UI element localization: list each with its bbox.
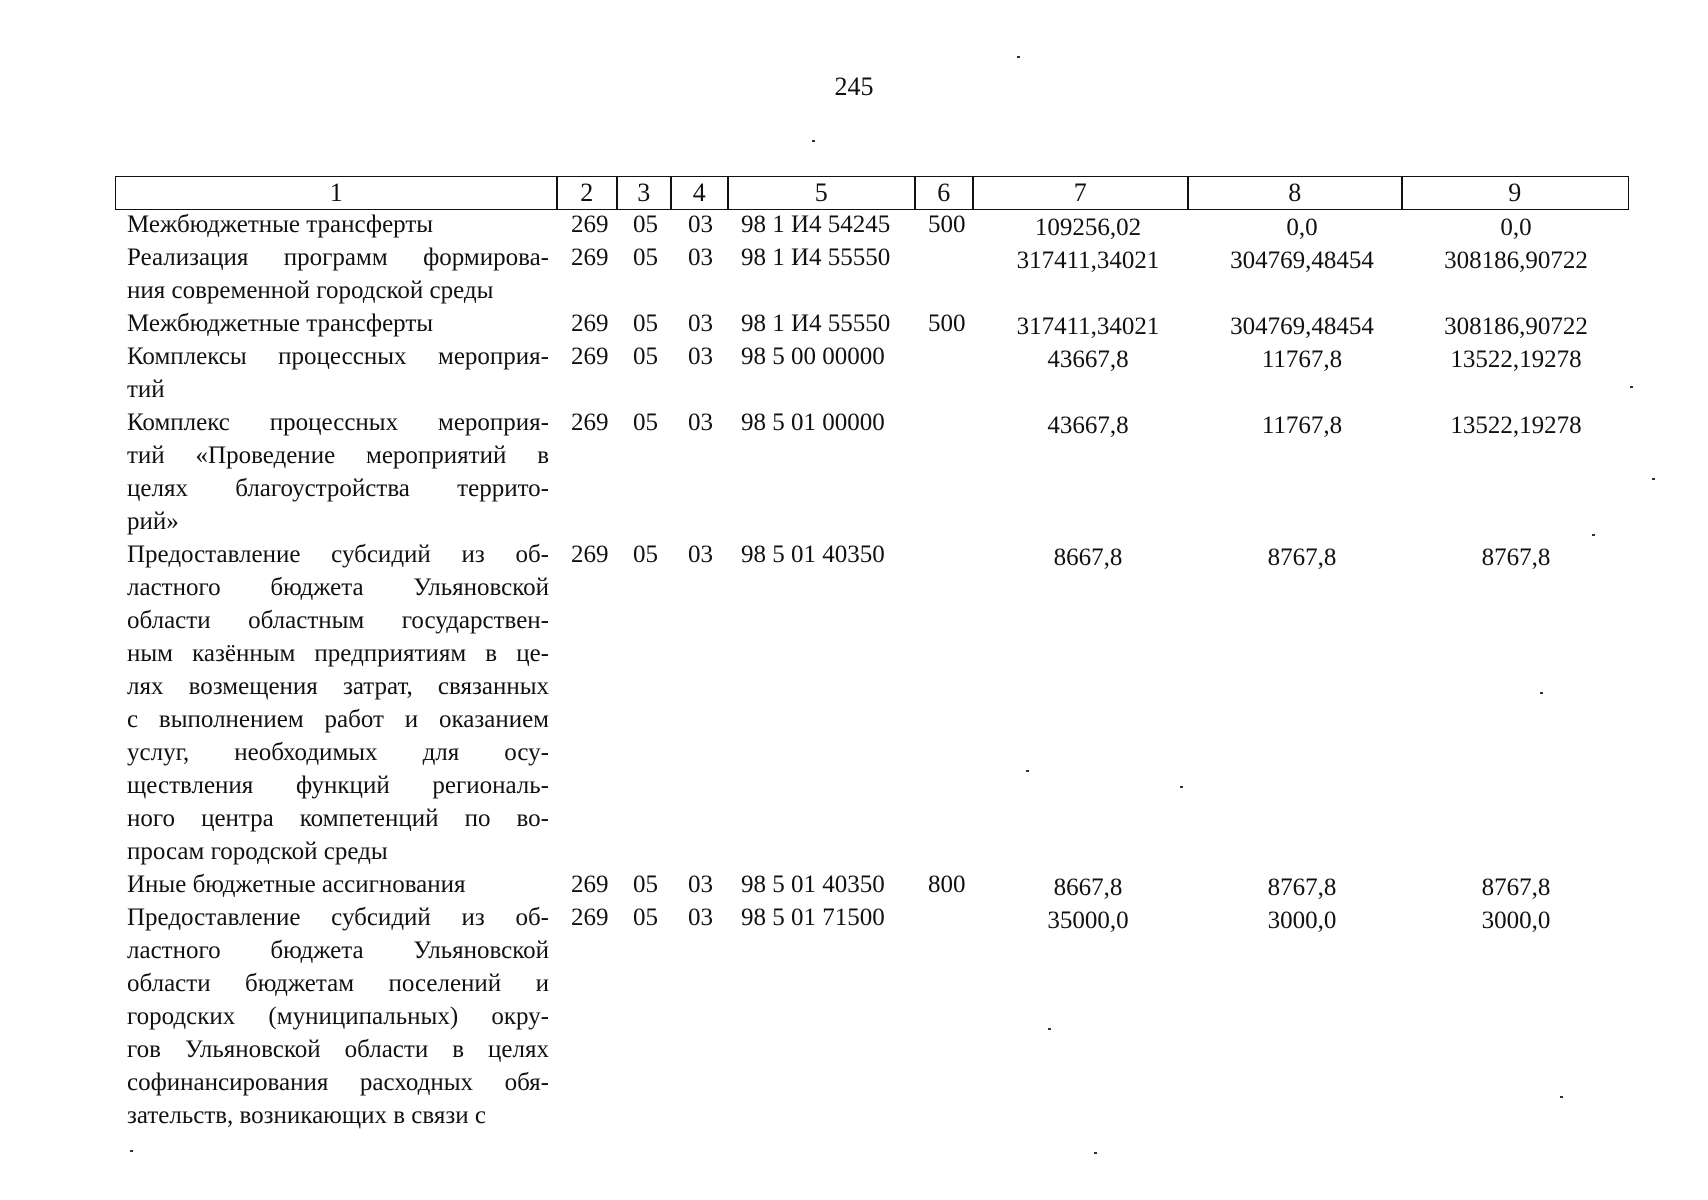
header-cell-6: 6	[914, 176, 974, 210]
cell-col-5: 98 1 И4 55550	[741, 244, 891, 271]
header-cell-9: 9	[1401, 176, 1629, 210]
scan-speck	[1180, 786, 1183, 788]
cell-col-8: 8767,8	[1267, 544, 1337, 571]
row-name-line: ластного бюджета Ульяновской	[127, 574, 549, 601]
row-name-line: зательств, возникающих в связи с	[127, 1102, 486, 1129]
row-name-line: с выполнением работ и оказанием	[127, 706, 549, 733]
row-name-line: услуг, необходимых для осу-	[127, 739, 549, 766]
cell-col-7: 8667,8	[1053, 544, 1123, 571]
cell-col-7: 317411,34021	[1016, 247, 1160, 274]
cell-col-5: 98 1 И4 55550	[741, 310, 891, 337]
row-name-line: Реализация программ формирова-	[127, 244, 549, 271]
cell-col-4: 03	[688, 211, 713, 238]
scan-speck	[1560, 1096, 1563, 1098]
page-number: 245	[834, 72, 874, 101]
cell-col-3: 05	[633, 244, 658, 271]
row-name-line: Комплекс процессных мероприя-	[127, 409, 549, 436]
scan-speck	[1630, 386, 1633, 388]
cell-col-9: 308186,90722	[1444, 313, 1588, 340]
row-name	[127, 241, 549, 307]
cell-col-8: 304769,48454	[1230, 247, 1374, 274]
cell-col-5: 98 5 00 00000	[741, 343, 885, 370]
cell-col-8: 11767,8	[1261, 412, 1343, 439]
row-name-line: ществления функций региональ-	[127, 772, 549, 799]
cell-col-2: 269	[571, 541, 609, 568]
cell-col-6: 500	[928, 310, 966, 337]
cell-col-4: 03	[688, 409, 713, 436]
cell-col-7: 35000,0	[1047, 907, 1129, 934]
cell-col-8: 3000,0	[1267, 907, 1337, 934]
row-name-line: Предоставление субсидий из об-	[127, 904, 549, 931]
cell-col-3: 05	[633, 541, 658, 568]
cell-col-9: 8767,8	[1481, 874, 1551, 901]
cell-col-9: 308186,90722	[1444, 247, 1588, 274]
row-name-line: целях благоустройства террито-	[127, 475, 549, 502]
cell-col-4: 03	[688, 541, 713, 568]
row-name-line: городских (муниципальных) окру-	[127, 1003, 549, 1030]
cell-col-3: 05	[633, 343, 658, 370]
cell-col-3: 05	[633, 211, 658, 238]
cell-col-2: 269	[571, 904, 609, 931]
cell-col-5: 98 5 01 00000	[741, 409, 885, 436]
row-name-line: Иные бюджетные ассигнования	[127, 871, 466, 898]
cell-col-6: 500	[928, 211, 966, 238]
cell-col-5: 98 1 И4 54245	[741, 211, 891, 238]
header-cell-7: 7	[972, 176, 1189, 210]
row-name-line: тий «Проведение мероприятий в	[127, 442, 549, 469]
row-name-line: Предоставление субсидий из об-	[127, 541, 549, 568]
row-name	[127, 307, 549, 340]
row-name	[127, 406, 549, 538]
header-cell-3: 3	[616, 176, 672, 210]
row-name	[127, 868, 549, 901]
row-name-line: ния современной городской среды	[127, 277, 494, 304]
row-name-line: просам городской среды	[127, 838, 388, 865]
cell-col-4: 03	[688, 310, 713, 337]
cell-col-3: 05	[633, 310, 658, 337]
cell-col-2: 269	[571, 343, 609, 370]
cell-col-4: 03	[688, 904, 713, 931]
cell-col-7: 43667,8	[1047, 346, 1129, 373]
row-name-line: софинансирования расходных обя-	[127, 1069, 549, 1096]
cell-col-2: 269	[571, 211, 609, 238]
cell-col-9: 13522,19278	[1450, 412, 1582, 439]
header-cell-5: 5	[727, 176, 916, 210]
row-name-line: Межбюджетные трансферты	[127, 211, 434, 238]
cell-col-8: 11767,8	[1261, 346, 1343, 373]
scan-speck	[1592, 534, 1595, 536]
scan-speck	[130, 1150, 133, 1152]
cell-col-7: 317411,34021	[1016, 313, 1160, 340]
cell-col-9: 3000,0	[1481, 907, 1551, 934]
cell-col-9: 13522,19278	[1450, 346, 1582, 373]
cell-col-6: 800	[928, 871, 966, 898]
cell-col-3: 05	[633, 904, 658, 931]
header-cell-8: 8	[1187, 176, 1403, 210]
row-name-line: ного центра компетенций по во-	[127, 805, 549, 832]
cell-col-2: 269	[571, 310, 609, 337]
row-name-line: ным казённым предприятиям в це-	[127, 640, 549, 667]
table-header	[115, 176, 1627, 210]
scan-speck	[1540, 692, 1543, 694]
cell-col-8: 8767,8	[1267, 874, 1337, 901]
scan-speck	[812, 140, 815, 142]
cell-col-4: 03	[688, 343, 713, 370]
cell-col-7: 43667,8	[1047, 412, 1129, 439]
cell-col-5: 98 5 01 71500	[741, 904, 885, 931]
row-name-line: рий»	[127, 508, 179, 535]
cell-col-2: 269	[571, 409, 609, 436]
row-name-line: области областным государствен-	[127, 607, 549, 634]
cell-col-8: 304769,48454	[1230, 313, 1374, 340]
cell-col-4: 03	[688, 244, 713, 271]
cell-col-3: 05	[633, 409, 658, 436]
cell-col-3: 05	[633, 871, 658, 898]
cell-col-9: 0,0	[1500, 214, 1532, 241]
scan-speck	[1652, 478, 1655, 480]
cell-col-7: 8667,8	[1053, 874, 1123, 901]
cell-col-2: 269	[571, 871, 609, 898]
scan-speck	[1094, 1152, 1097, 1154]
header-cell-4: 4	[670, 176, 729, 210]
row-name-line: Комплексы процессных мероприя-	[127, 343, 549, 370]
scan-speck	[1017, 56, 1020, 58]
row-name	[127, 538, 549, 868]
row-name-line: лях возмещения затрат, связанных	[127, 673, 549, 700]
cell-col-9: 8767,8	[1481, 544, 1551, 571]
scan-speck	[1048, 1028, 1051, 1030]
cell-col-2: 269	[571, 244, 609, 271]
row-name-line: Межбюджетные трансферты	[127, 310, 434, 337]
row-name-line: области бюджетам поселений и	[127, 970, 549, 997]
row-name-line: тий	[127, 376, 165, 403]
row-name-line: гов Ульяновской области в целях	[127, 1036, 549, 1063]
header-cell-1: 1	[115, 176, 558, 210]
row-name	[127, 208, 549, 241]
cell-col-5: 98 5 01 40350	[741, 871, 885, 898]
cell-col-8: 0,0	[1286, 214, 1318, 241]
cell-col-7: 109256,02	[1034, 214, 1142, 241]
row-name	[127, 901, 549, 1132]
scan-speck	[1026, 770, 1029, 772]
row-name-line: ластного бюджета Ульяновской	[127, 937, 549, 964]
row-name	[127, 340, 549, 406]
header-cell-2: 2	[556, 176, 618, 210]
cell-col-4: 03	[688, 871, 713, 898]
cell-col-5: 98 5 01 40350	[741, 541, 885, 568]
